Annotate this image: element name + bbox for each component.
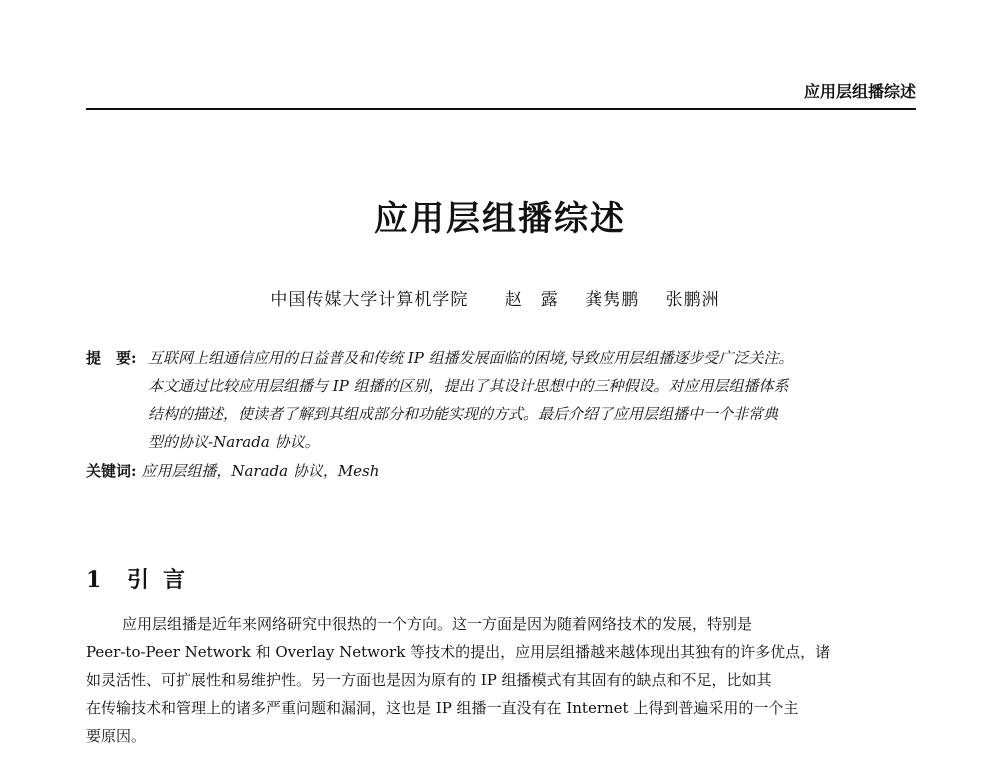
section-heading — [86, 565, 916, 595]
paragraph-line: 要原因。 — [86, 727, 147, 745]
paragraph-line: 在传输技术和管理上的诸多严重问题和漏洞，这也是 IP 组播一直没有在 Internet 上得到普遍采用的一个主 — [86, 699, 799, 717]
abstract-block — [86, 344, 916, 484]
keywords-text: 应用层组播，Narada 协议，Mesh — [141, 462, 380, 480]
body-paragraph — [86, 610, 916, 750]
abstract-line: 型的协议-Narada 协议。 — [148, 433, 320, 451]
abstract — [86, 344, 916, 456]
abstract-line: 本文通过比较应用层组播与 IP 组播的区别，提出了其设计思想中的三种假设。对应用层组播体系 — [148, 377, 789, 395]
section-title: 引言 — [126, 567, 199, 593]
author-name: 赵 露 — [504, 290, 559, 310]
keywords — [86, 458, 916, 484]
abstract-line: 互联网上组通信应用的日益普及和传统 IP 组播发展面临的困境,导致应用层组播逐步受广泛关注。 — [148, 349, 794, 367]
abstract-text — [148, 344, 916, 456]
abstract-line: 结构的描述，使读者了解到其组成部分和功能实现的方式。最后介绍了应用层组播中一个非常典 — [148, 405, 779, 423]
abstract-label: 提 要: — [86, 349, 137, 367]
running-head: 应用层组播综述 — [803, 82, 916, 101]
paragraph-line: Peer-to-Peer Network 和 Overlay Network 等技术的提出，应用层组播越来越体现出其独有的许多优点，诸 — [86, 643, 831, 661]
affiliation: 中国传媒大学计算机学院 — [270, 290, 469, 310]
header-rule — [86, 108, 916, 110]
paragraph-line: 应用层组播是近年来网络研究中很热的一个方向。这一方面是因为随着网络技术的发展，特别是 — [122, 615, 753, 633]
author-line — [0, 289, 1000, 311]
author-name: 龚隽鹏 — [585, 290, 640, 310]
paragraph-line: 如灵活性、可扩展性和易维护性。另一方面也是因为原有的 IP 组播模式有其固有的缺点和不足，比如其 — [86, 671, 772, 689]
paper-title: 应用层组播综述 — [374, 199, 626, 239]
author-name: 张鹏洲 — [665, 290, 720, 310]
keywords-label: 关键词: — [86, 462, 137, 480]
section-number: 1 — [86, 567, 102, 593]
